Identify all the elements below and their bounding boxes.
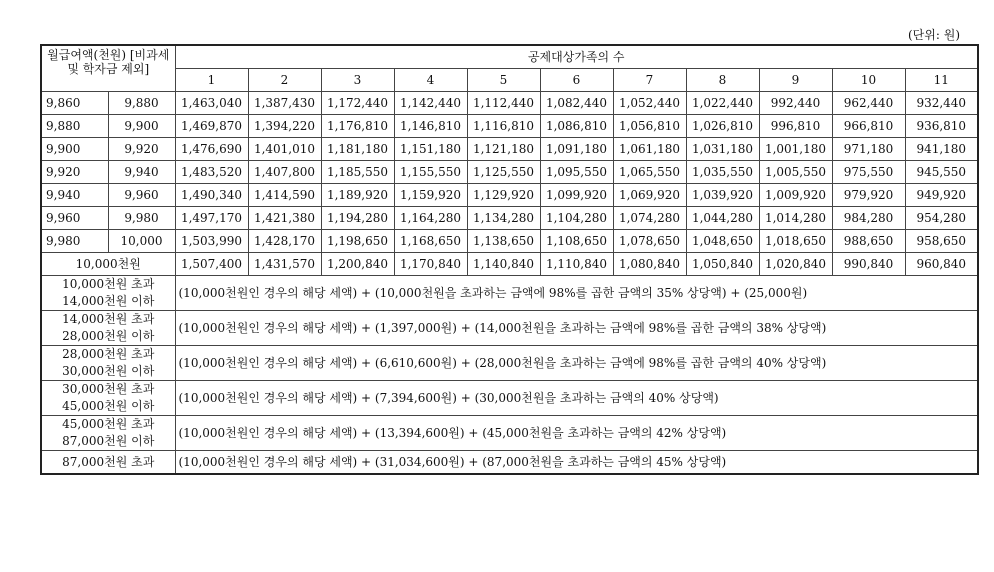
- bracket-row: [41, 451, 978, 475]
- tax-value-cell: 992,440: [759, 92, 832, 115]
- tax-value-cell: 1,104,280: [540, 207, 613, 230]
- bracket-formula-cell: (10,000천원인 경우의 해당 세액) + (10,000천원을 초과하는 금액에 98%를 곱한 금액의 35% 상당액) + (25,000원): [175, 276, 978, 311]
- tax-value-cell: 1,194,280: [321, 207, 394, 230]
- bracket-formula-cell: (10,000천원인 경우의 해당 세액) + (6,610,600원) + (28,000천원을 초과하는 금액에 98%를 곱한 금액의 40% 상당액): [175, 346, 978, 381]
- salary-to-cell: 9,880: [108, 92, 175, 115]
- family-count-cell: 7: [613, 69, 686, 92]
- salary-from-cell: 9,900: [41, 138, 108, 161]
- tax-value-cell: 960,840: [905, 253, 978, 276]
- tax-value-cell: 1,080,840: [613, 253, 686, 276]
- tax-value-cell: 1,138,650: [467, 230, 540, 253]
- tax-value-cell: 1,164,280: [394, 207, 467, 230]
- tax-value-cell: 1,387,430: [248, 92, 321, 115]
- tax-value-cell: 1,401,010: [248, 138, 321, 161]
- tax-value-cell: 1,074,280: [613, 207, 686, 230]
- bracket-formula-cell: (10,000천원인 경우의 해당 세액) + (31,034,600원) + (87,000천원을 초과하는 금액의 45% 상당액): [175, 451, 978, 475]
- table-row: [41, 92, 978, 115]
- salary-from-cell: 9,880: [41, 115, 108, 138]
- bracket-row: [41, 276, 978, 311]
- tax-value-cell: 1,099,920: [540, 184, 613, 207]
- tax-value-cell: 962,440: [832, 92, 905, 115]
- family-count-cell: 2: [248, 69, 321, 92]
- tax-value-cell: 966,810: [832, 115, 905, 138]
- tax-value-cell: 1,048,650: [686, 230, 759, 253]
- family-count-cell: 6: [540, 69, 613, 92]
- tax-value-cell: 936,810: [905, 115, 978, 138]
- tax-value-cell: 1,112,440: [467, 92, 540, 115]
- tax-value-cell: 949,920: [905, 184, 978, 207]
- salary-to-cell: 9,940: [108, 161, 175, 184]
- bracket-formula-cell: (10,000천원인 경우의 해당 세액) + (7,394,600원) + (30,000천원을 초과하는 금액의 40% 상당액): [175, 381, 978, 416]
- tax-value-cell: 958,650: [905, 230, 978, 253]
- tax-value-cell: 1,431,570: [248, 253, 321, 276]
- bracket-row: [41, 381, 978, 416]
- family-count-cell: 4: [394, 69, 467, 92]
- tax-value-cell: 1,086,810: [540, 115, 613, 138]
- tax-value-cell: 1,121,180: [467, 138, 540, 161]
- tax-value-cell: 1,009,920: [759, 184, 832, 207]
- salary-from-cell: 9,920: [41, 161, 108, 184]
- tax-value-cell: 1,005,550: [759, 161, 832, 184]
- tax-value-cell: 1,507,400: [175, 253, 248, 276]
- family-count-cell: 5: [467, 69, 540, 92]
- tax-value-cell: 1,151,180: [394, 138, 467, 161]
- tax-value-cell: 1,039,920: [686, 184, 759, 207]
- tax-value-cell: 1,497,170: [175, 207, 248, 230]
- table-row: [41, 207, 978, 230]
- table-row: [41, 115, 978, 138]
- tax-value-cell: 1,065,550: [613, 161, 686, 184]
- tax-value-cell: 1,052,440: [613, 92, 686, 115]
- unit-label: (단위: 원): [908, 28, 960, 42]
- bracket-range-cell: 10,000천원 초과 14,000천원 이하: [41, 276, 175, 311]
- tax-value-cell: 979,920: [832, 184, 905, 207]
- tax-value-cell: 984,280: [832, 207, 905, 230]
- tax-value-cell: 1,069,920: [613, 184, 686, 207]
- table-row: [41, 161, 978, 184]
- tax-value-cell: 1,116,810: [467, 115, 540, 138]
- tax-value-cell: 1,181,180: [321, 138, 394, 161]
- tax-value-cell: 1,185,550: [321, 161, 394, 184]
- salary-from-cell: 9,980: [41, 230, 108, 253]
- salary-from-cell: 9,860: [41, 92, 108, 115]
- tax-value-cell: 1,176,810: [321, 115, 394, 138]
- tax-value-cell: 1,483,520: [175, 161, 248, 184]
- family-count-cell: 8: [686, 69, 759, 92]
- salary-to-cell: 9,920: [108, 138, 175, 161]
- tax-value-cell: 1,020,840: [759, 253, 832, 276]
- table-row: [41, 138, 978, 161]
- tax-value-cell: 1,134,280: [467, 207, 540, 230]
- tax-value-cell: 990,840: [832, 253, 905, 276]
- salary-to-cell: 9,960: [108, 184, 175, 207]
- tax-value-cell: 1,463,040: [175, 92, 248, 115]
- tax-value-cell: 1,140,840: [467, 253, 540, 276]
- tax-value-cell: 1,001,180: [759, 138, 832, 161]
- tax-value-cell: 1,172,440: [321, 92, 394, 115]
- bracket-range-cell: 28,000천원 초과 30,000천원 이하: [41, 346, 175, 381]
- table-row: [41, 230, 978, 253]
- tax-value-cell: 954,280: [905, 207, 978, 230]
- salary-from-cell: 9,960: [41, 207, 108, 230]
- tax-value-cell: 1,414,590: [248, 184, 321, 207]
- tax-value-cell: 1,490,340: [175, 184, 248, 207]
- tax-value-cell: 971,180: [832, 138, 905, 161]
- tax-value-cell: 1,159,920: [394, 184, 467, 207]
- tax-value-cell: 1,026,810: [686, 115, 759, 138]
- tax-value-cell: 1,155,550: [394, 161, 467, 184]
- bracket-row: [41, 311, 978, 346]
- table-row-10000: [41, 253, 978, 276]
- tax-value-cell: 1,108,650: [540, 230, 613, 253]
- family-count-header: 공제대상가족의 수: [175, 45, 978, 69]
- header-row: [41, 45, 978, 69]
- tax-value-cell: 945,550: [905, 161, 978, 184]
- family-count-cell: 10: [832, 69, 905, 92]
- salary-to-cell: 9,980: [108, 207, 175, 230]
- tax-value-cell: 1,125,550: [467, 161, 540, 184]
- tax-value-cell: 1,018,650: [759, 230, 832, 253]
- family-count-row: [41, 69, 978, 92]
- tax-value-cell: 1,421,380: [248, 207, 321, 230]
- tax-value-cell: 1,091,180: [540, 138, 613, 161]
- tax-value-cell: 1,014,280: [759, 207, 832, 230]
- bracket-range-cell: 30,000천원 초과 45,000천원 이하: [41, 381, 175, 416]
- tax-value-cell: 1,428,170: [248, 230, 321, 253]
- tax-value-cell: 1,022,440: [686, 92, 759, 115]
- table-row: [41, 184, 978, 207]
- tax-value-cell: 1,095,550: [540, 161, 613, 184]
- tax-value-cell: 1,469,870: [175, 115, 248, 138]
- tax-value-cell: 1,198,650: [321, 230, 394, 253]
- salary-from-cell: 9,940: [41, 184, 108, 207]
- tax-value-cell: 1,031,180: [686, 138, 759, 161]
- tax-value-cell: 932,440: [905, 92, 978, 115]
- tax-value-cell: 996,810: [759, 115, 832, 138]
- tax-value-cell: 1,110,840: [540, 253, 613, 276]
- tax-value-cell: 1,129,920: [467, 184, 540, 207]
- tax-value-cell: 1,044,280: [686, 207, 759, 230]
- salary-to-cell: 9,900: [108, 115, 175, 138]
- bracket-range-cell: 45,000천원 초과 87,000천원 이하: [41, 416, 175, 451]
- tax-value-cell: 1,142,440: [394, 92, 467, 115]
- bracket-formula-cell: (10,000천원인 경우의 해당 세액) + (1,397,000원) + (14,000천원을 초과하는 금액에 98%를 곱한 금액의 38% 상당액): [175, 311, 978, 346]
- tax-value-cell: 1,503,990: [175, 230, 248, 253]
- salary-to-cell: 10,000: [108, 230, 175, 253]
- family-count-cell: 1: [175, 69, 248, 92]
- tax-value-cell: 1,061,180: [613, 138, 686, 161]
- tax-value-cell: 1,035,550: [686, 161, 759, 184]
- bracket-row: [41, 416, 978, 451]
- tax-value-cell: 1,189,920: [321, 184, 394, 207]
- salary-10000-label: 10,000천원: [41, 253, 175, 276]
- bracket-row: [41, 346, 978, 381]
- tax-value-cell: 1,394,220: [248, 115, 321, 138]
- tax-value-cell: 1,146,810: [394, 115, 467, 138]
- tax-value-cell: 1,476,690: [175, 138, 248, 161]
- tax-value-cell: 1,200,840: [321, 253, 394, 276]
- tax-value-cell: 1,082,440: [540, 92, 613, 115]
- tax-value-cell: 1,170,840: [394, 253, 467, 276]
- family-count-cell: 11: [905, 69, 978, 92]
- salary-header: 월급여액(천원) [비과세 및 학자금 제외]: [41, 45, 175, 92]
- family-count-cell: 3: [321, 69, 394, 92]
- tax-value-cell: 1,050,840: [686, 253, 759, 276]
- tax-value-cell: 1,168,650: [394, 230, 467, 253]
- tax-value-cell: 1,056,810: [613, 115, 686, 138]
- bracket-range-cell: 14,000천원 초과 28,000천원 이하: [41, 311, 175, 346]
- bracket-formula-cell: (10,000천원인 경우의 해당 세액) + (13,394,600원) + (45,000천원을 초과하는 금액의 42% 상당액): [175, 416, 978, 451]
- tax-value-cell: 941,180: [905, 138, 978, 161]
- withholding-tax-table: [40, 44, 979, 475]
- tax-value-cell: 1,078,650: [613, 230, 686, 253]
- family-count-cell: 9: [759, 69, 832, 92]
- tax-value-cell: 988,650: [832, 230, 905, 253]
- tax-value-cell: 975,550: [832, 161, 905, 184]
- bracket-range-cell: 87,000천원 초과: [41, 451, 175, 475]
- tax-value-cell: 1,407,800: [248, 161, 321, 184]
